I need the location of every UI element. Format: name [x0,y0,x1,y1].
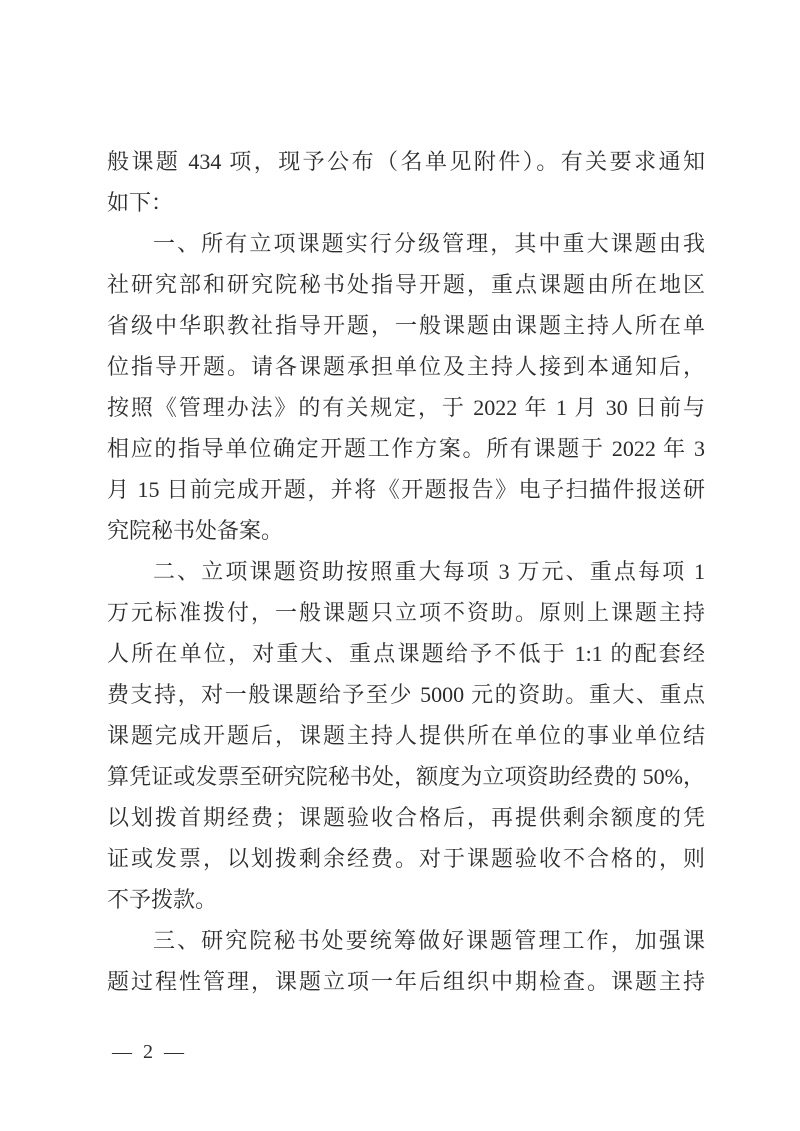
text-line: 社研究部和研究院秘书处指导开题，重点课题由所在地区 [107,272,705,297]
text-line: 位指导开题。请各课题承担单位及主持人接到本通知后， [107,354,705,379]
text-line: 以划拨首期经费；课题验收合格后，再提供剩余额度的凭 [107,805,705,830]
text-line: 如下： [107,190,174,215]
text-line: 按照《管理办法》的有关规定，于 2022 年 1 月 30 日前与 [107,395,705,420]
text-line: 万元标准拨付，一般课题只立项不资助。原则上课题主持 [107,600,705,625]
text-line: 一、所有立项课题实行分级管理，其中重大课题由我 [153,231,705,256]
document-body [107,141,705,1002]
text-line: 相应的指导单位确定开题工作方案。所有课题于 2022 年 3 [107,436,705,461]
text-line: 费支持，对一般课题给予至少 5000 元的资助。重大、重点 [107,682,705,707]
text-line: 人所在单位，对重大、重点课题给予不低于 1:1 的配套经 [107,641,705,666]
text-line: 月 15 日前完成开题，并将《开题报告》电子扫描件报送研 [107,477,705,502]
text-line: 二、立项课题资助按照重大每项 3 万元、重点每项 1 [153,559,705,584]
text-line: 不予拨款。 [107,887,218,912]
page-number: — 2 — [112,1041,187,1063]
text-line: 算凭证或发票至研究院秘书处，额度为立项资助经费的 50%， [107,764,705,789]
text-line: 般课题 434 项，现予公布（名单见附件）。有关要求通知 [107,149,705,174]
text-line: 证或发票，以划拨剩余经费。对于课题验收不合格的，则 [107,846,705,871]
text-line: 省级中华职教社指导开题，一般课题由课题主持人所在单 [107,313,705,338]
text-line: 课题完成开题后，课题主持人提供所在单位的事业单位结 [107,723,705,748]
text-line: 究院秘书处备案。 [107,518,284,543]
text-line: 三、研究院秘书处要统筹做好课题管理工作，加强课 [153,928,705,953]
text-line: 题过程性管理，课题立项一年后组织中期检查。课题主持 [107,969,705,994]
